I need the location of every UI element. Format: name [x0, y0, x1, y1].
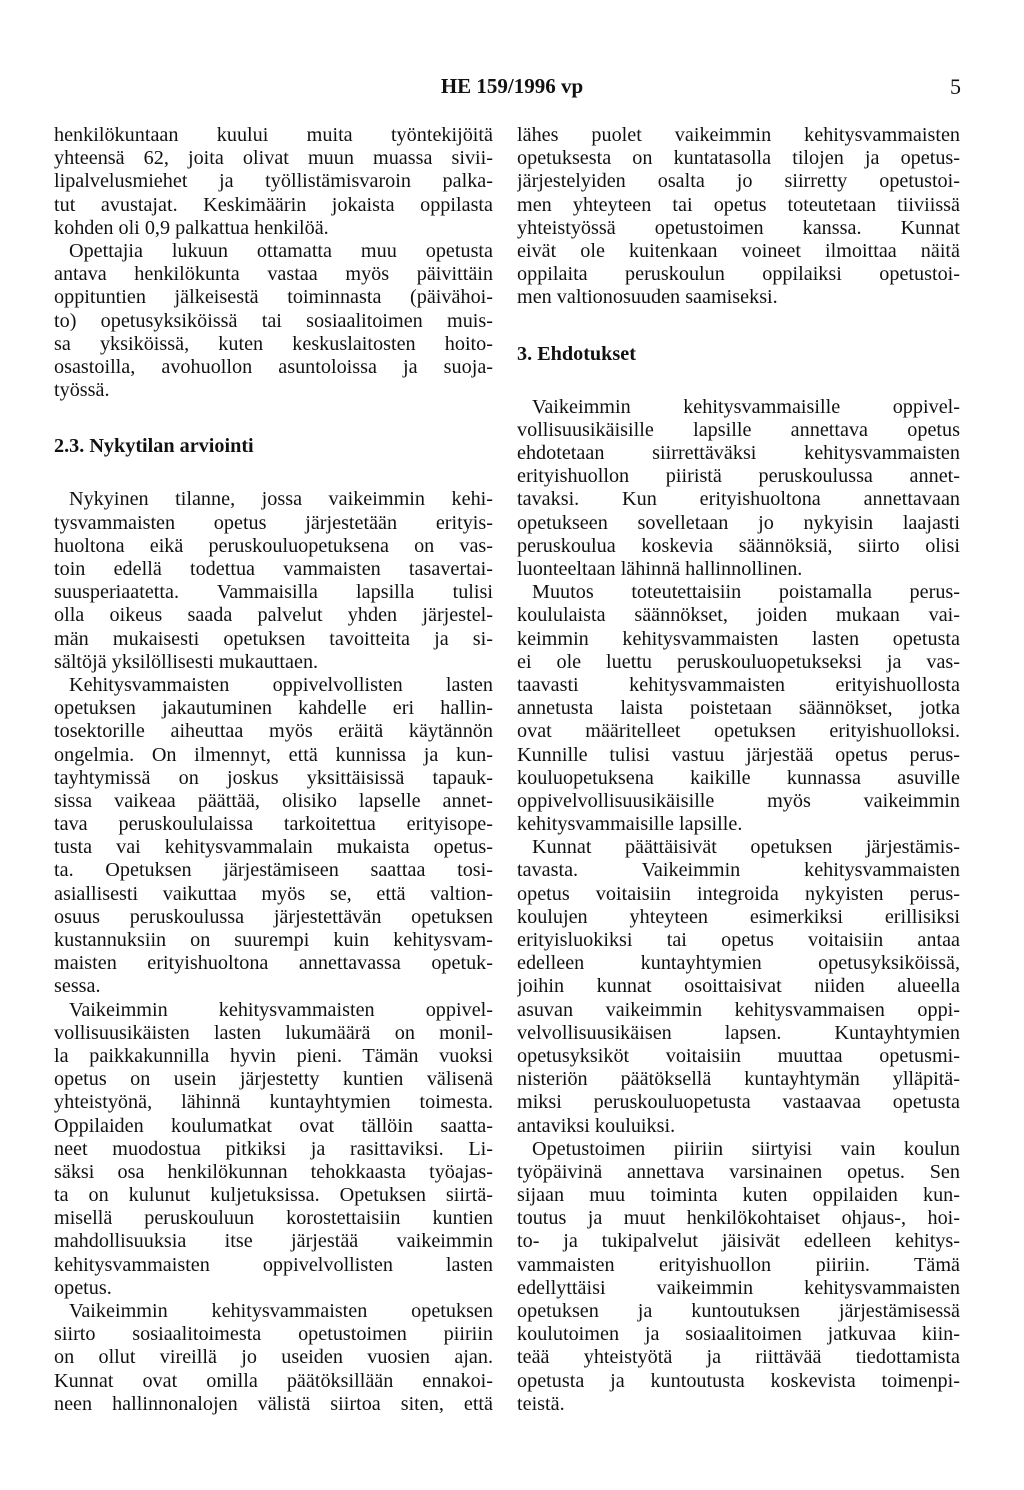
- text-line: Kunnille tulisi vastuu järjestää opetus perus-: [517, 743, 960, 766]
- text-line: tysvammaisten opetus järjestetään erityis-: [54, 511, 493, 534]
- text-line: kustannuksiin on suurempi kuin kehitysvam-: [54, 929, 493, 951]
- text-line: huoltona eikä peruskouluopetuksena on vas-: [54, 534, 493, 557]
- text-line: osastoilla, avohuollon asuntoloissa ja suoja-: [54, 355, 493, 378]
- text-line: nisteriön päätöksellä kuntayhtymän ylläpitä-: [517, 1068, 960, 1091]
- text-line: erityishuollon piiristä peruskoulussa annet-: [517, 465, 960, 488]
- text-line: järjestelyiden osalta jo siirretty opetustoi-: [517, 170, 960, 193]
- text-line: kehitysvammaisten oppivelvollisten lasten: [54, 1253, 493, 1276]
- text-line: Muutos toteutettaisiin poistamalla perus-: [532, 581, 960, 604]
- text-line: ongelmia. On ilmennyt, että kunnissa ja kun-: [54, 743, 493, 766]
- text-line: taavasti kehitysvammaisten erityishuollosta: [517, 673, 960, 696]
- right-paragraph-5: [517, 1138, 960, 1416]
- text-line: Kehitysvammaisten oppivelvollisten lasten: [69, 673, 493, 696]
- text-line: to- ja tukipalvelut jäisivät edelleen kehitys-: [517, 1230, 960, 1253]
- text-line: maisten erityishuoltona annettavassa opetuk-: [54, 952, 493, 975]
- text-line: tava peruskoululaissa tarkoitettua erityisope-: [54, 813, 493, 836]
- text-line: neen hallinnonalojen välistä siirtoa siten, että: [54, 1392, 493, 1415]
- text-line: miksi peruskouluopetusta vastaavaa opetusta: [517, 1091, 960, 1114]
- text-line: Opetustoimen piiriin siirtyisi vain koulun: [532, 1137, 960, 1160]
- text-line: olla oikeus saada palvelut yhden järjestel-: [54, 604, 493, 627]
- text-line: Kunnat ovat omilla päätöksillään ennakoi-: [54, 1369, 493, 1392]
- text-line: opetusyksiköt voitaisiin muuttaa opetusmi-: [517, 1044, 960, 1067]
- left-paragraph-5: [54, 999, 493, 1300]
- text-line: ei ole luettu peruskouluopetukseksi ja vas-: [517, 650, 960, 673]
- text-line: koulutoimen ja sosiaalitoimen jatkuvaa kiin-: [517, 1323, 960, 1346]
- text-line: peruskoulua koskevia säännöksiä, siirto olisi: [517, 534, 960, 557]
- text-line: sessa.: [54, 975, 101, 998]
- text-line: luonteeltaan lähinnä hallinnollinen.: [517, 558, 803, 580]
- text-line: vollisuusikäisten lasten lukumäärä on monil-: [54, 1021, 493, 1044]
- text-line: ta on kulunut kuljetuksissa. Opetuksen siirtä-: [54, 1184, 493, 1207]
- text-line: opetus.: [54, 1276, 112, 1299]
- text-line: erityisluokiksi tai opetus voitaisiin antaa: [517, 929, 960, 951]
- text-line: kehitysvammaisille lapsille.: [517, 813, 743, 836]
- text-line: tavasta. Vaikeimmin kehitysvammaisten: [517, 859, 960, 882]
- text-line: opetuksen jakautuminen kahdelle eri hallin-: [54, 697, 493, 720]
- left-paragraph-6: [54, 1300, 493, 1416]
- text-line: teistä.: [517, 1392, 565, 1415]
- text-line: edellyttäisi vaikeimmin kehitysvammaisten: [517, 1276, 960, 1299]
- text-line: keimmin kehitysvammaisten lasten opetusta: [517, 627, 960, 650]
- text-line: joihin kunnat osoittaisivat niiden alueella: [517, 975, 960, 998]
- text-line: sältöjä yksilöllisesti mukauttaen.: [54, 650, 319, 673]
- right-paragraph-3: [517, 581, 960, 836]
- text-line: antaviksi kouluiksi.: [517, 1114, 676, 1137]
- text-line: eivät ole kuitenkaan voineet ilmoittaa näitä: [517, 239, 960, 262]
- left-column: [54, 124, 493, 1416]
- document-reference: HE 159/1996 vp: [440, 74, 584, 98]
- page-header: [0, 70, 1024, 106]
- text-line: annetusta laista poistetaan säännökset, jotka: [517, 697, 960, 720]
- text-line: ovat määritelleet opetuksen erityishuolloksi.: [517, 720, 960, 743]
- text-line: suusperiaatetta. Vammaisilla lapsilla tulisi: [54, 581, 493, 604]
- text-line: Nykyinen tilanne, jossa vaikeimmin kehi-: [69, 488, 493, 511]
- text-line: Vaikeimmin kehitysvammaisten oppivel-: [69, 998, 493, 1021]
- text-line: tut avustajat. Keskimäärin jokaista oppilasta: [54, 193, 493, 216]
- right-paragraph-2: [517, 396, 960, 582]
- right-paragraph-1: [517, 124, 960, 310]
- text-line: siirto sosiaalitoimesta opetustoimen piiriin: [54, 1323, 493, 1346]
- text-line: osuus peruskoulussa järjestettävän opetuksen: [54, 905, 493, 928]
- text-line: men valtionosuuden saamiseksi.: [517, 286, 778, 309]
- section-heading-3: 3. Ehdotukset: [517, 342, 636, 365]
- text-line: asiallisesti vaikuttaa myös se, että valtion-: [54, 882, 493, 905]
- right-column: [517, 124, 960, 1416]
- left-paragraph-4: [54, 674, 493, 999]
- text-line: men yhteyteen tai opetus toteutetaan tiiviissä: [517, 193, 960, 216]
- text-line: oppilaita peruskoulun oppilaiksi opetustoi-: [517, 263, 960, 286]
- text-line: Opettajia lukuun ottamatta muu opetusta: [69, 239, 493, 262]
- text-line: misellä peruskouluun korostettaisiin kuntien: [54, 1207, 493, 1230]
- left-paragraph-3: [54, 488, 493, 674]
- text-line: toutus ja muut henkilökohtaiset ohjaus-, hoi-: [517, 1207, 960, 1230]
- text-line: asuvan vaikeimmin kehitysvammaisen oppi-: [517, 998, 960, 1021]
- text-line: vammaisten erityishuollon piiriin. Tämä: [517, 1253, 960, 1276]
- text-line: tusta vai kehitysvammalain mukaista opetus-: [54, 836, 493, 859]
- text-line: ehdotetaan siirrettäväksi kehitysvammaisten: [517, 442, 960, 465]
- text-line: lähes puolet vaikeimmin kehitysvammaisten: [517, 124, 960, 146]
- text-line: on ollut vireillä jo useiden vuosien ajan.: [54, 1346, 493, 1369]
- text-line: työpäivinä annettava varsinainen opetus. Sen: [517, 1160, 960, 1183]
- text-line: Kunnat päättäisivät opetuksen järjestämis-: [532, 836, 960, 859]
- text-line: koululaista säännökset, joiden mukaan vai-: [517, 604, 960, 627]
- text-line: säksi osa henkilökunnan tehokkaasta työajas-: [54, 1160, 493, 1183]
- text-line: yhteistyönä, lähinnä kuntayhtymien toimesta.: [54, 1091, 493, 1114]
- text-line: kouluopetuksena kaikille kunnassa asuville: [517, 766, 960, 789]
- text-line: oppivelvollisuusikäisille myös vaikeimmin: [517, 789, 960, 812]
- text-line: opetuksesta on kuntatasolla tilojen ja opetus-: [517, 147, 960, 170]
- text-line: lipalvelusmiehet ja työllistämisvaroin palka-: [54, 170, 493, 193]
- text-line: koulujen yhteyteen esimerkiksi erillisiksi: [517, 905, 960, 928]
- text-line: mahdollisuuksia itse järjestää vaikeimmin: [54, 1230, 493, 1253]
- text-line: velvollisuusikäisen lapsen. Kuntayhtymien: [517, 1021, 960, 1044]
- text-line: neet muodostua pitkiksi ja rasittaviksi. Li-: [54, 1137, 493, 1160]
- left-paragraph-2: [54, 240, 493, 402]
- text-line: opetus on usein järjestetty kuntien välisenä: [54, 1068, 493, 1091]
- text-line: sa yksiköissä, kuten keskuslaitosten hoito-: [54, 332, 493, 355]
- text-line: kohden oli 0,9 palkattua henkilöä.: [54, 216, 329, 239]
- text-line: opetus voitaisiin integroida nykyisten perus-: [517, 882, 960, 905]
- text-line: Oppilaiden koulumatkat ovat tällöin saatta-: [54, 1114, 493, 1137]
- text-line: tavaksi. Kun erityishuoltona annettavaan: [517, 488, 960, 511]
- text-line: to) opetusyksiköissä tai sosiaalitoimen muis-: [54, 309, 493, 332]
- text-line: sijaan muu toiminta kuten oppilaiden kun-: [517, 1184, 960, 1207]
- text-line: Vaikeimmin kehitysvammaisten opetuksen: [69, 1300, 493, 1322]
- left-paragraph-1: [54, 124, 493, 240]
- text-line: yhteistyössä opetustoimen kanssa. Kunnat: [517, 216, 960, 239]
- text-line: henkilökuntaan kuului muita työntekijöitä: [54, 124, 493, 146]
- text-line: oppituntien jälkeisestä toiminnasta (päivähoi-: [54, 286, 493, 309]
- text-line: opetukseen sovelletaan jo nykyisin laajasti: [517, 511, 960, 534]
- text-line: edelleen kuntayhtymien opetusyksiköissä,: [517, 952, 960, 975]
- text-line: tosektorille aiheuttaa myös eräitä käytännön: [54, 720, 493, 743]
- text-line: toin edellä todettua vammaisten tasavertai-: [54, 558, 493, 580]
- text-line: opetusta ja kuntoutusta koskevista toimenpi-: [517, 1369, 960, 1392]
- text-line: la paikkakunnilla hyvin pieni. Tämän vuoksi: [54, 1044, 493, 1067]
- right-paragraph-4: [517, 836, 960, 1137]
- text-line: opetuksen ja kuntoutuksen järjestämisessä: [517, 1300, 960, 1322]
- text-line: sissa vaikeaa päättää, olisiko lapselle annet-: [54, 789, 493, 812]
- page-number: 5: [950, 74, 961, 99]
- text-line: yhteensä 62, joita olivat muun muassa sivii-: [54, 147, 493, 170]
- section-heading-2-3: 2.3. Nykytilan arviointi: [54, 435, 254, 458]
- text-line: tayhtymissä on joskus yksittäisissä tapauk-: [54, 766, 493, 789]
- text-line: antava henkilökunta vastaa myös päivittäin: [54, 263, 493, 286]
- text-line: ta. Opetuksen järjestämiseen saattaa tosi-: [54, 859, 493, 882]
- text-line: Vaikeimmin kehitysvammaisille oppivel-: [532, 395, 960, 418]
- text-line: vollisuusikäisille lapsille annettava opetus: [517, 418, 960, 441]
- text-line: teää yhteistyötä ja riittävää tiedottamista: [517, 1346, 960, 1369]
- text-line: työssä.: [54, 379, 110, 402]
- text-line: män mukaisesti opetuksen tavoitteita ja si-: [54, 627, 493, 650]
